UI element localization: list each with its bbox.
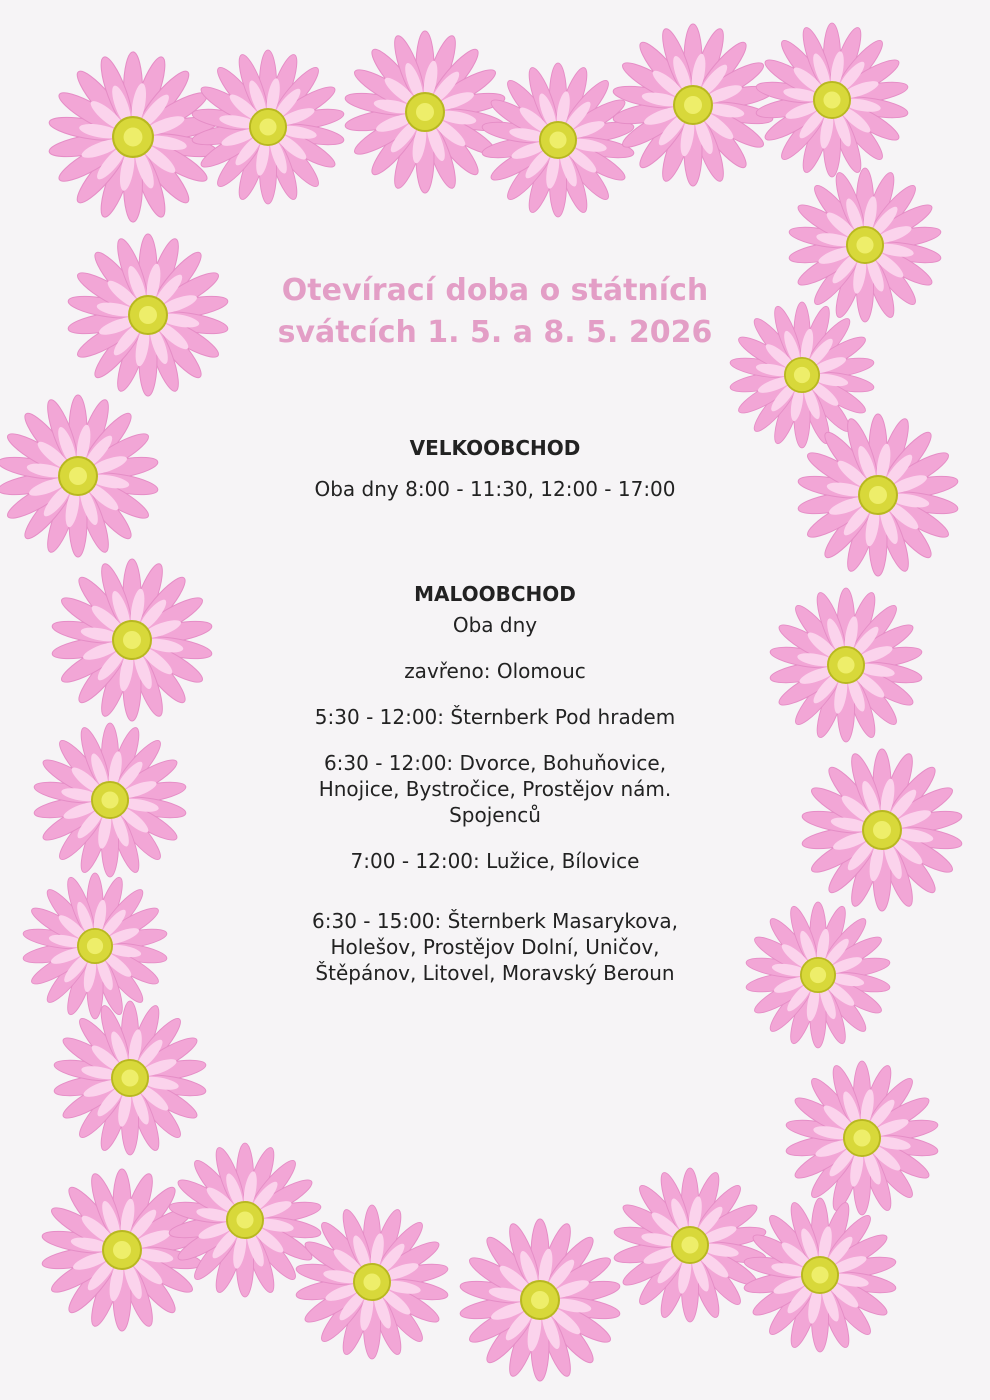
velkoobchod-hours: Oba dny 8:00 - 11:30, 12:00 - 17:00 — [314, 477, 676, 501]
flower-icon — [613, 1168, 768, 1322]
flower-icon — [743, 1198, 898, 1352]
flower-icon — [755, 23, 910, 177]
maloobchod-closed: zavřeno: Olomouc — [404, 659, 586, 683]
flower-icon — [788, 168, 943, 322]
flower-icon — [48, 52, 219, 222]
flower-icon — [51, 559, 214, 721]
velkoobchod-heading: VELKOOBCHOD — [409, 436, 581, 460]
entry-4-line-2: Holešov, Prostějov Dolní, Uničov, — [330, 935, 660, 959]
flower-icon — [0, 395, 159, 557]
velkoobchod-section — [240, 436, 750, 502]
entry-2-line-1: 6:30 - 12:00: Dvorce, Bohuňovice, — [323, 751, 667, 775]
flower-icon — [67, 234, 230, 396]
flower-icon — [344, 31, 507, 193]
maloobchod-entry-3: 7:00 - 12:00: Lužice, Bílovice — [350, 849, 640, 873]
flower-icon — [745, 902, 891, 1048]
maloobchod-entry-1: 5:30 - 12:00: Šternberk Pod hradem — [314, 705, 676, 729]
flower-icon — [801, 749, 964, 911]
notice-content — [240, 270, 750, 986]
flower-icon — [53, 1001, 208, 1155]
maloobchod-heading: MALOOBCHOD — [414, 582, 576, 606]
entry-4-line-1: 6:30 - 15:00: Šternberk Masarykova, — [312, 909, 678, 933]
flower-icon — [41, 1169, 204, 1331]
flower-icon — [22, 873, 168, 1019]
flower-icon — [481, 63, 636, 217]
entry-4-line-3: Štěpánov, Litovel, Moravský Beroun — [315, 961, 675, 985]
maloobchod-entry-2 — [240, 750, 750, 828]
page-title — [240, 270, 750, 354]
flower-icon — [168, 1143, 323, 1297]
title-line-1: Otevírací doba o státních — [281, 273, 709, 308]
flower-icon — [459, 1219, 622, 1381]
flower-icon — [33, 723, 188, 877]
maloobchod-days: Oba dny — [452, 613, 538, 637]
flower-icon — [785, 1061, 940, 1215]
maloobchod-section — [240, 582, 750, 986]
flower-icon — [295, 1205, 450, 1359]
flower-icon — [769, 588, 924, 742]
title-line-2: svátcích 1. 5. a 8. 5. 2026 — [277, 315, 713, 350]
entry-2-line-3: Spojenců — [449, 803, 541, 827]
maloobchod-entry-4 — [240, 908, 750, 986]
entry-2-line-2: Hnojice, Bystročice, Prostějov nám. — [318, 777, 672, 801]
flower-icon — [612, 24, 775, 186]
